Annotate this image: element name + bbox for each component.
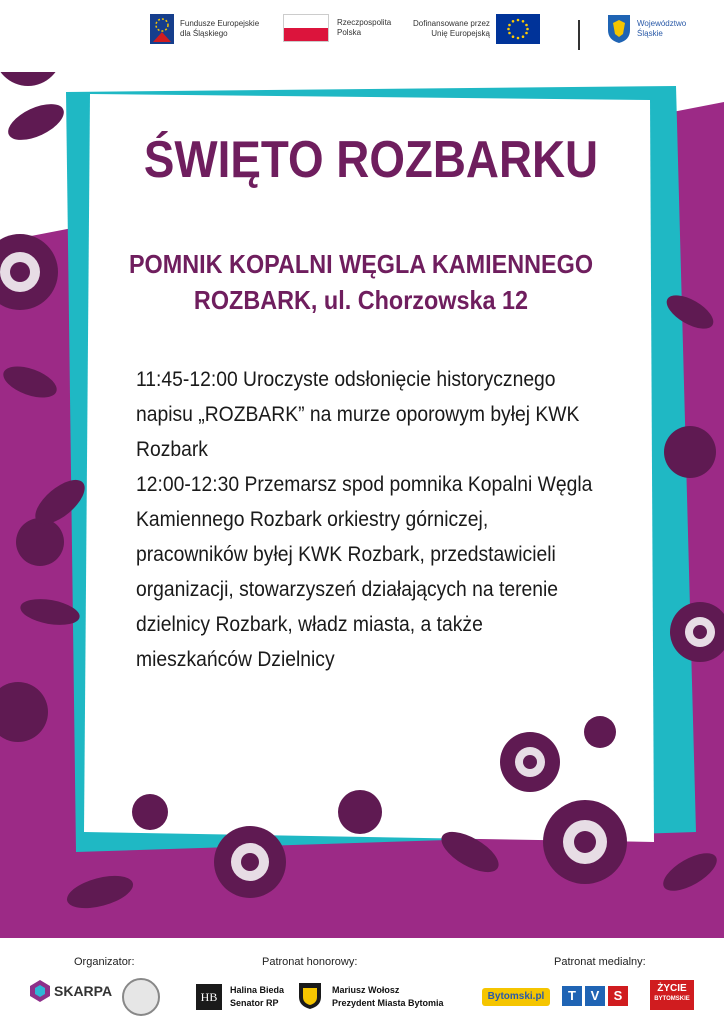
zycie-bottom: BYTOMSKIE — [654, 996, 690, 1002]
rp-label-2: Polska — [337, 28, 362, 37]
program-item-1: 11:45-12:00 Uroczyste odsłonięcie historycznego napisu „ROZBARK” na murze oporowym byłej KWK Rozbark — [136, 368, 580, 461]
organizer-heading: Organizator: — [74, 956, 135, 968]
event-title: ŚWIĘTO ROZBARKU — [143, 131, 599, 189]
funding-logos-bar — [0, 0, 724, 72]
tvs-letter-t: T — [562, 986, 582, 1006]
program-item-2: 12:00-12:30 Przemarsz spod pomnika Kopalni Węgla Kamiennego Rozbark orkiestry górniczej, pracowników byłej KWK Rozbark, przedstawicieli organizacji, stowarzyszeń działających na terenie dzielnicy Rozbark, władz miasta, a także mieszkańców Dzielnicy — [136, 473, 593, 671]
location-line-2: ROZBARK, ul. Chorzowska 12 — [193, 285, 529, 315]
patron-1-role: Senator RP — [230, 998, 279, 1008]
zycie-top: ŻYCIE — [657, 983, 687, 994]
logo-divider — [578, 20, 580, 50]
location-line-1: POMNIK KOPALNI WĘGLA KAMIENNEGO — [128, 249, 594, 279]
rozbark-seal-icon — [122, 978, 160, 1016]
patron-1 — [230, 984, 284, 1010]
fe-logo-icon — [150, 14, 174, 44]
fe-label-1: Fundusze Europejskie — [180, 19, 260, 28]
patron-2 — [332, 984, 444, 1010]
zycie-bytomskie-logo — [650, 980, 694, 1010]
event-location — [123, 246, 600, 318]
skarpa-logo-icon — [30, 980, 50, 1002]
bytomski-logo: Bytomski.pl — [482, 988, 550, 1006]
silesia-shield-icon — [607, 14, 631, 44]
silesia-logo — [607, 14, 686, 44]
bytom-crest-icon — [298, 982, 322, 1010]
patron-2-role: Prezydent Miasta Bytomia — [332, 998, 444, 1008]
patron-1-name: Halina Bieda — [230, 985, 285, 995]
hb-logo: HB — [196, 984, 222, 1010]
sponsors-footer — [0, 938, 724, 1024]
media-heading: Patronat medialny: — [554, 956, 646, 968]
poland-flag-icon — [283, 14, 329, 42]
eu-flag-icon — [496, 14, 540, 44]
eu-label-2: Unię Europejską — [431, 29, 490, 38]
honorary-heading: Patronat honorowy: — [262, 956, 358, 968]
tvs-letter-v: V — [585, 986, 605, 1006]
silesia-label-1: Województwo — [637, 19, 687, 28]
rp-label-1: Rzeczpospolita — [337, 18, 392, 27]
eu-label-1: Dofinansowane przez — [413, 19, 490, 28]
skarpa-logo — [30, 980, 112, 1002]
event-program — [136, 362, 596, 677]
rp-logo — [283, 14, 391, 42]
eu-logo — [413, 14, 540, 44]
tvs-logo — [562, 986, 628, 1006]
patron-2-name: Mariusz Wołosz — [332, 985, 400, 995]
tvs-letter-s: S — [608, 986, 628, 1006]
skarpa-label: SKARPA — [54, 983, 113, 999]
silesia-label-2: Śląskie — [637, 29, 663, 38]
fe-logo — [150, 14, 259, 44]
fe-label-2: dla Śląskiego — [180, 29, 228, 38]
